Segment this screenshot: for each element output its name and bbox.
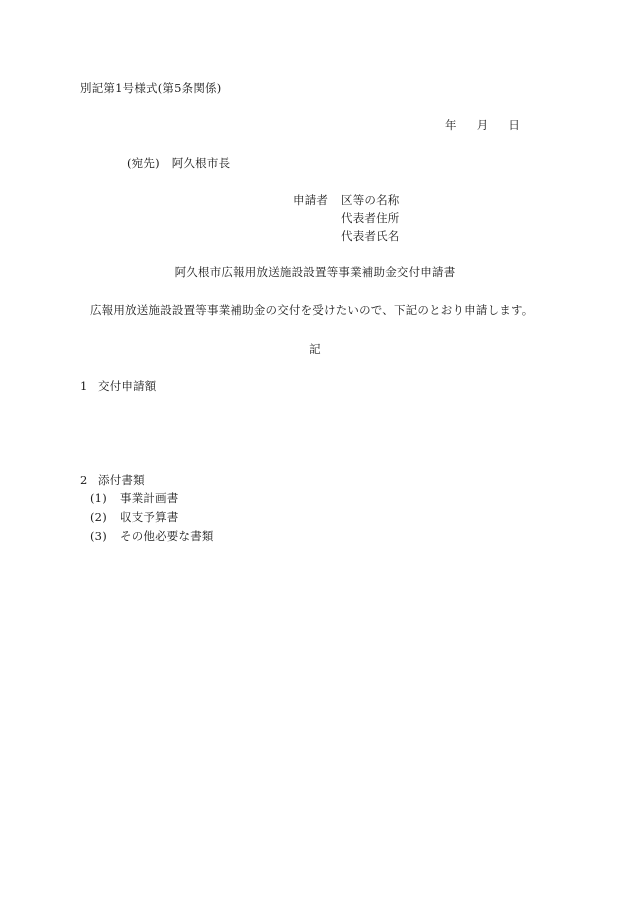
applicant-row xyxy=(293,210,400,228)
addressee-name: 阿久根市長 xyxy=(171,156,231,170)
applicant-field-name: 代表者氏名 xyxy=(341,229,400,243)
addressee xyxy=(127,155,230,171)
attachment-list xyxy=(90,490,214,547)
section-2 xyxy=(80,472,145,488)
attachment-number: (3) xyxy=(90,529,107,543)
applicant-row xyxy=(293,192,400,210)
date-month: 月 xyxy=(476,118,489,132)
list-item xyxy=(90,490,214,509)
section-1 xyxy=(80,378,157,394)
date-day: 日 xyxy=(508,118,521,132)
attachment-label: 収支予算書 xyxy=(120,510,179,524)
section-1-number: 1 xyxy=(80,379,88,393)
form-number: 別記第1号様式(第5条関係) xyxy=(80,81,222,95)
applicant-field-area-name: 区等の名称 xyxy=(341,193,400,207)
ki-heading: 記 xyxy=(309,342,321,356)
section-2-number: 2 xyxy=(80,473,88,487)
document-title: 阿久根市広報用放送施設設置等事業補助金交付申請書 xyxy=(174,265,456,279)
attachment-label: 事業計画書 xyxy=(120,491,179,505)
date-line xyxy=(445,117,520,133)
date-year: 年 xyxy=(445,118,457,132)
attachment-number: (2) xyxy=(90,510,107,524)
body-text: 広報用放送施設設置等事業補助金の交付を受けたいので、下記のとおり申請します。 xyxy=(90,303,534,317)
applicant-row xyxy=(293,228,400,246)
section-1-label: 交付申請額 xyxy=(98,379,157,393)
applicant-label: 申請者 xyxy=(293,193,329,207)
applicant-field-address: 代表者住所 xyxy=(341,211,400,225)
attachment-label: その他必要な書類 xyxy=(120,529,214,543)
addressee-prefix: (宛先) xyxy=(127,156,160,170)
list-item xyxy=(90,528,214,547)
attachment-number: (1) xyxy=(90,491,107,505)
section-2-label: 添付書類 xyxy=(98,473,145,487)
applicant-block xyxy=(293,192,400,246)
list-item xyxy=(90,509,214,528)
